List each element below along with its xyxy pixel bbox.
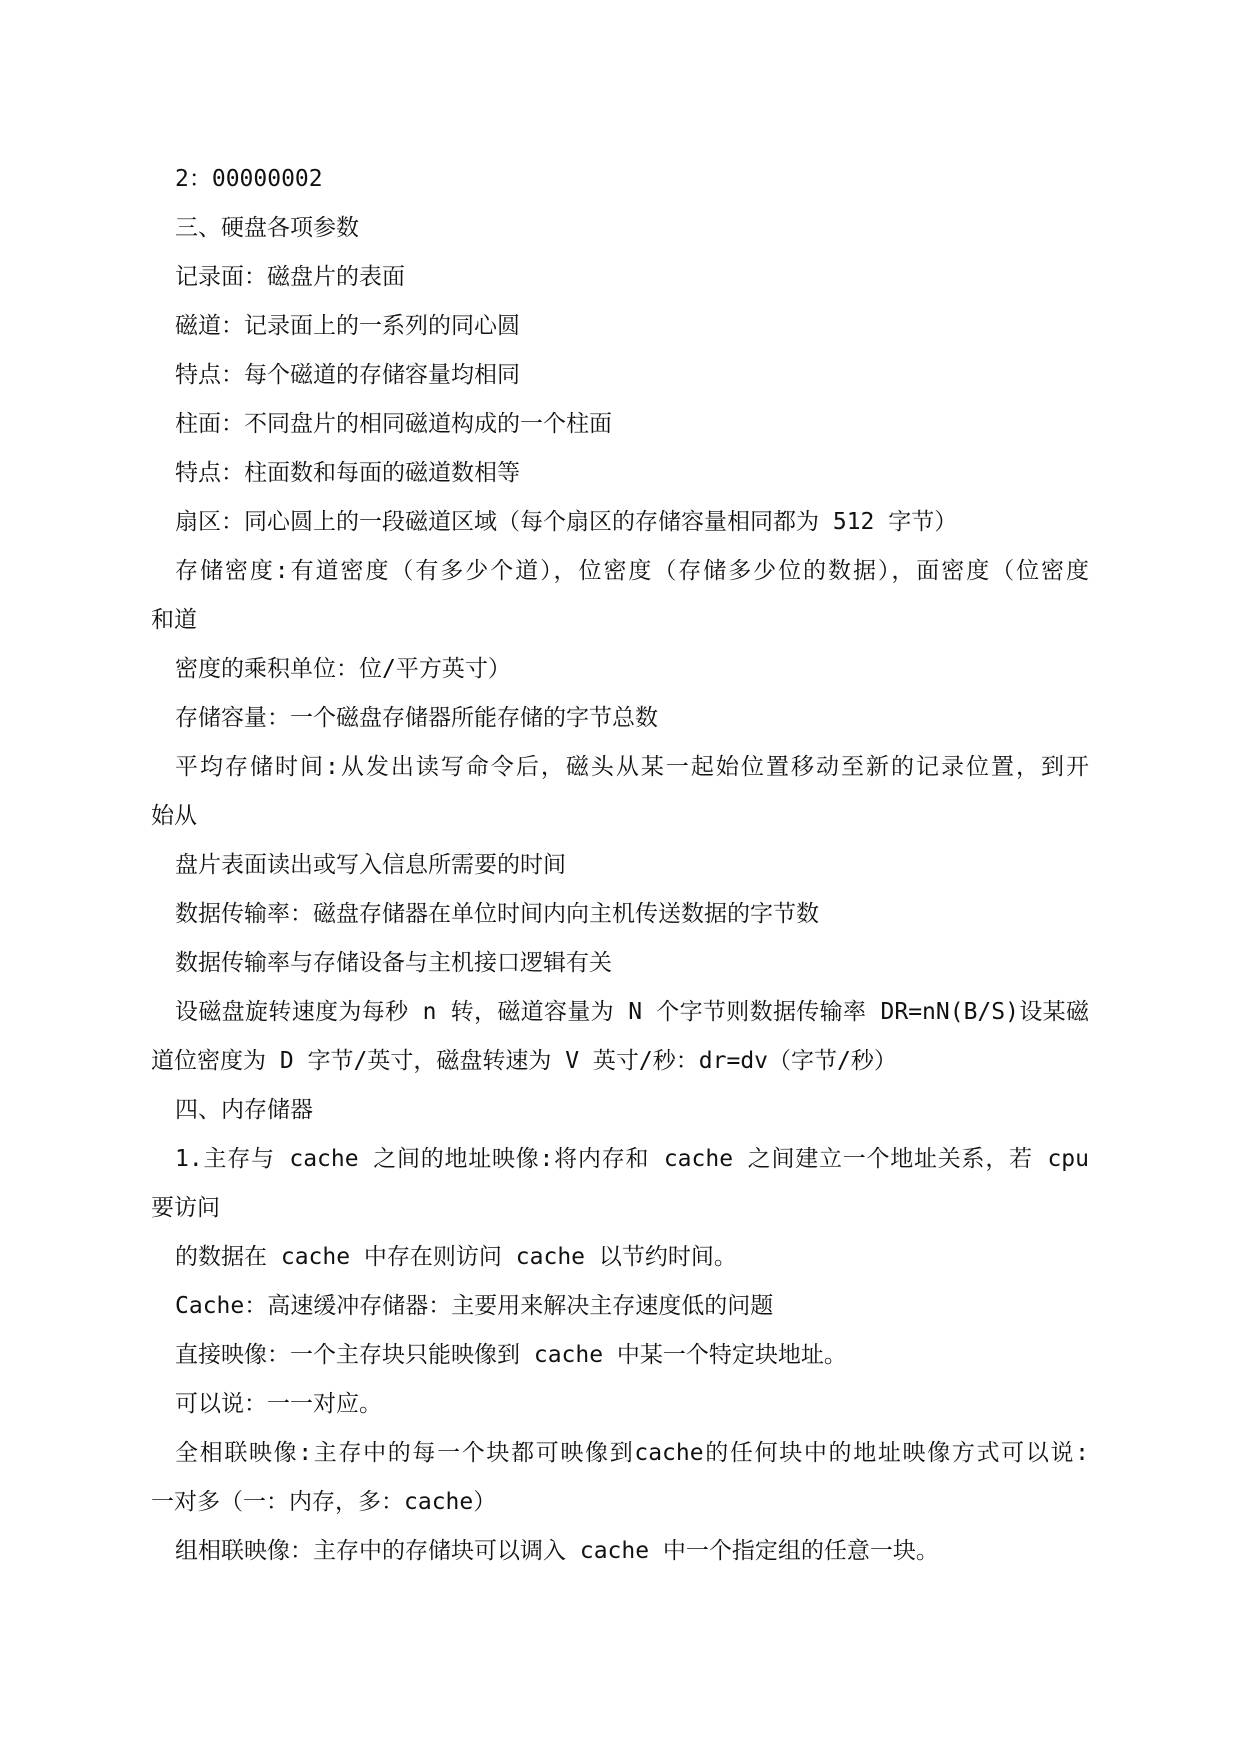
text-line: 道位密度为 D 字节/英寸，磁盘转速为 V 英寸/秒：dr=dv（字节/秒） [151, 1048, 897, 1074]
text-line: 组相联映像：主存中的存储块可以调入 cache 中一个指定组的任意一块。 [175, 1538, 939, 1564]
document-body [151, 155, 1089, 1576]
text-line: 设磁盘旋转速度为每秒 n 转，磁道容量为 N 个字节则数据传输率 DR=nN(B/S)设某磁 [175, 999, 1089, 1025]
text-line: 要访问 [151, 1195, 220, 1221]
text-line: 数据传输率与存储设备与主机接口逻辑有关 [175, 950, 612, 976]
text-line: 密度的乘积单位：位/平方英寸） [175, 656, 511, 682]
text-line: 存储容量：一个磁盘存储器所能存储的字节总数 [175, 705, 658, 731]
text-line: 的数据在 cache 中存在则访问 cache 以节约时间。 [175, 1244, 737, 1270]
text-line: 平均存储时间:从发出读写命令后，磁头从某一起始位置移动至新的记录位置，到开 [175, 754, 1089, 780]
text-line: 存储密度:有道密度（有多少个道），位密度（存储多少位的数据），面密度（位密度 [175, 558, 1089, 584]
text-line: 特点：柱面数和每面的磁道数相等 [175, 460, 520, 486]
text-line: Cache：高速缓冲存储器：主要用来解决主存速度低的问题 [175, 1293, 774, 1319]
text-line: 直接映像：一个主存块只能映像到 cache 中某一个特定块地址。 [175, 1342, 847, 1368]
text-line: 始从 [151, 803, 197, 829]
text-line: 数据传输率：磁盘存储器在单位时间内向主机传送数据的字节数 [175, 901, 819, 927]
text-line: 可以说：一一对应。 [175, 1391, 382, 1417]
text-line: 记录面：磁盘片的表面 [175, 264, 405, 290]
text-line: 特点：每个磁道的存储容量均相同 [175, 362, 520, 388]
section-heading: 三、硬盘各项参数 [175, 215, 359, 241]
text-line: 扇区：同心圆上的一段磁道区域（每个扇区的存储容量相同都为 512 字节） [175, 509, 958, 535]
text-line: 全相联映像:主存中的每一个块都可映像到cache的任何块中的地址映像方式可以说: [175, 1440, 1089, 1466]
text-line: 盘片表面读出或写入信息所需要的时间 [175, 852, 566, 878]
text-line: 磁道：记录面上的一系列的同心圆 [175, 313, 520, 339]
text-line: 柱面：不同盘片的相同磁道构成的一个柱面 [175, 411, 612, 437]
text-line: 2：00000002 [175, 166, 323, 192]
text-line: 1.主存与 cache 之间的地址映像:将内存和 cache 之间建立一个地址关系，若 cpu [175, 1146, 1089, 1172]
section-heading: 四、内存储器 [175, 1097, 313, 1123]
text-line: 和道 [151, 607, 197, 633]
text-line: 一对多（一：内存，多：cache） [151, 1489, 497, 1515]
